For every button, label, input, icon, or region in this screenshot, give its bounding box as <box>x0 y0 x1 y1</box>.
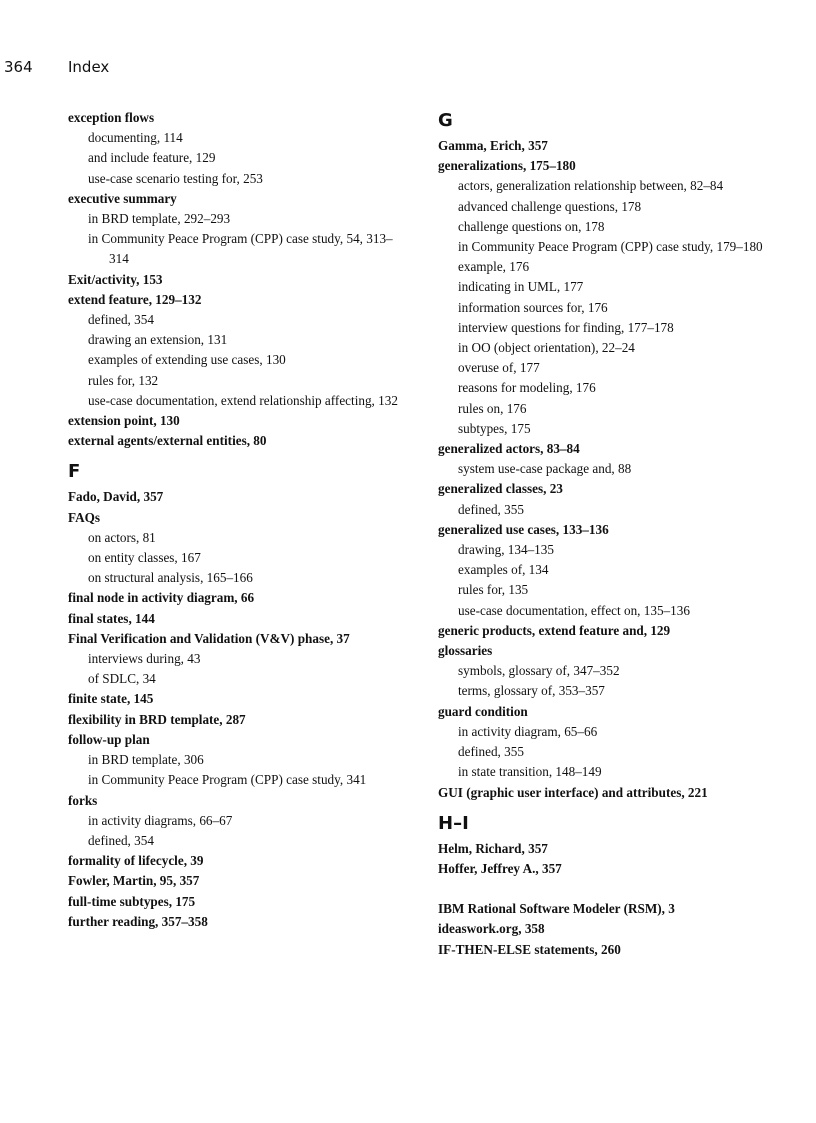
index-term: flexibility in BRD template, 287 <box>68 711 246 727</box>
index-subterm: in Community Peace Program (CPP) case study, 54, 313–314 <box>88 231 393 267</box>
section-letter-g: G <box>438 110 453 131</box>
index-subterm: system use-case package and, 88 <box>458 461 632 477</box>
index-term: guard condition <box>438 703 528 719</box>
section-letter-f: F <box>68 461 81 483</box>
index-subterm: use-case documentation, extend relationship affecting, 132 <box>88 392 398 408</box>
index-subterm: advanced challenge questions, 178 <box>458 198 642 214</box>
index-subterm: in activity diagram, 65–66 <box>458 723 598 739</box>
index-term: external agents/external entities, 80 <box>68 433 267 449</box>
index-subterm: in OO (object orientation), 22–24 <box>458 340 635 356</box>
index-term: generalized use cases, 133–136 <box>438 521 609 537</box>
index-term: generic products, extend feature and, 129 <box>438 622 671 638</box>
index-subterm: in BRD template, 292–293 <box>88 211 231 227</box>
index-subterm: use-case scenario testing for, 253 <box>88 170 263 186</box>
index-term: Hoffer, Jeffrey A., 357 <box>438 860 562 876</box>
index-subterm: interview questions for finding, 177–178 <box>458 319 674 335</box>
index-subterm: use-case documentation, effect on, 135–136 <box>458 602 690 618</box>
index-subterm: in Community Peace Program (CPP) case study, 179–180 <box>458 239 763 255</box>
section-letter-h-i: H–I <box>438 812 469 834</box>
index-subterm: indicating in UML, 177 <box>458 279 584 295</box>
index-section-g <box>438 136 808 803</box>
index-subterm: on actors, 81 <box>88 529 156 545</box>
index-term: GUI (graphic user interface) and attributes, 221 <box>438 784 708 800</box>
index-term: generalizations, 175–180 <box>438 158 576 174</box>
index-subterm: defined, 354 <box>88 312 154 328</box>
index-term: further reading, 357–358 <box>68 913 208 929</box>
index-term: final node in activity diagram, 66 <box>68 590 255 606</box>
index-term: glossaries <box>438 643 493 659</box>
section-gap <box>438 879 808 899</box>
index-subterm: documenting, 114 <box>88 130 183 146</box>
index-subterm: drawing an extension, 131 <box>88 332 228 348</box>
page-number: 364 <box>4 58 33 76</box>
index-subterm: in activity diagrams, 66–67 <box>88 812 233 828</box>
index-subterm: drawing, 134–135 <box>458 542 554 558</box>
index-subterm: rules for, 132 <box>88 372 159 388</box>
index-term: full-time subtypes, 175 <box>68 893 196 909</box>
index-term: follow-up plan <box>68 731 150 747</box>
index-subterm: rules on, 176 <box>458 400 527 416</box>
index-term: Final Verification and Validation (V&V) phase, 37 <box>68 630 350 646</box>
index-subterm: subtypes, 175 <box>458 420 531 436</box>
index-term: exception flows <box>68 110 155 125</box>
index-term: generalized classes, 23 <box>438 481 563 497</box>
index-term: final states, 144 <box>68 610 155 626</box>
index-section-e <box>68 108 408 451</box>
index-subterm: of SDLC, 34 <box>88 671 156 687</box>
index-term: IBM Rational Software Modeler (RSM), 3 <box>438 901 675 917</box>
index-subterm: information sources for, 176 <box>458 299 608 315</box>
index-term: Gamma, Erich, 357 <box>438 138 548 153</box>
index-term: forks <box>68 792 98 808</box>
index-term: generalized actors, 83–84 <box>438 441 580 457</box>
index-term: extend feature, 129–132 <box>68 291 202 307</box>
index-subterm: actors, generalization relationship between, 82–84 <box>458 178 724 194</box>
page-header <box>4 58 109 76</box>
index-subterm: reasons for modeling, 176 <box>458 380 596 396</box>
index-subterm: interviews during, 43 <box>88 651 201 667</box>
index-column-left <box>68 108 408 932</box>
index-term: ideaswork.org, 358 <box>438 921 545 937</box>
index-section-h <box>438 839 808 879</box>
index-subterm: in state transition, 148–149 <box>458 764 602 780</box>
index-subterm: terms, glossary of, 353–357 <box>458 683 605 699</box>
index-column-right <box>438 108 808 960</box>
page-title: Index <box>68 58 110 76</box>
index-subterm: symbols, glossary of, 347–352 <box>458 663 620 679</box>
index-subterm: challenge questions on, 178 <box>458 218 605 234</box>
index-subterm: defined, 355 <box>458 744 524 760</box>
index-section-f <box>68 487 408 931</box>
index-term: finite state, 145 <box>68 691 154 707</box>
index-term: FAQs <box>68 509 100 525</box>
index-subterm: in BRD template, 306 <box>88 752 204 768</box>
index-subterm: on entity classes, 167 <box>88 550 201 566</box>
index-subterm: defined, 355 <box>458 501 524 517</box>
index-subterm: on structural analysis, 165–166 <box>88 570 253 586</box>
index-subterm: defined, 354 <box>88 832 154 848</box>
index-term: Exit/activity, 153 <box>68 271 163 287</box>
index-term: Fowler, Martin, 95, 357 <box>68 873 200 889</box>
index-term: extension point, 130 <box>68 413 180 429</box>
index-section-i <box>438 899 808 960</box>
index-subterm: examples of, 134 <box>458 562 549 578</box>
index-subterm: in Community Peace Program (CPP) case study, 341 <box>88 772 367 788</box>
index-subterm: example, 176 <box>458 259 530 275</box>
index-subterm: and include feature, 129 <box>88 150 216 166</box>
index-subterm: examples of extending use cases, 130 <box>88 352 286 368</box>
index-subterm: rules for, 135 <box>458 582 529 598</box>
index-term: formality of lifecycle, 39 <box>68 853 204 869</box>
index-term: Fado, David, 357 <box>68 489 164 505</box>
index-term: Helm, Richard, 357 <box>438 840 548 856</box>
index-term: executive summary <box>68 190 177 206</box>
index-subterm: overuse of, 177 <box>458 360 540 376</box>
index-term: IF-THEN-ELSE statements, 260 <box>438 941 621 957</box>
